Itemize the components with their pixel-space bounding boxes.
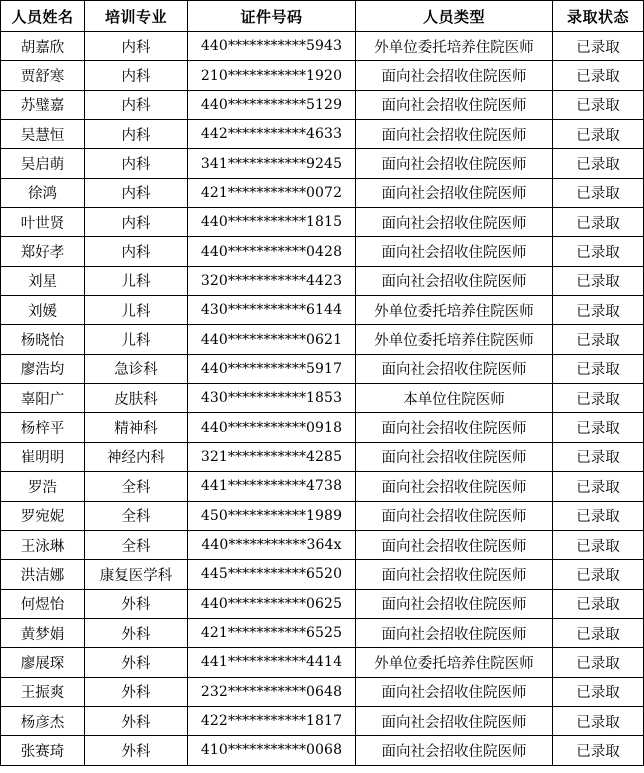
cell-admission-status: 已录取 (553, 90, 644, 119)
cell-major: 内科 (85, 208, 188, 237)
cell-name: 叶世贤 (1, 208, 85, 237)
cell-admission-status: 已录取 (553, 296, 644, 325)
cell-major: 外科 (85, 677, 188, 706)
cell-name: 廖浩均 (1, 354, 85, 383)
cell-major: 儿科 (85, 325, 188, 354)
cell-id-number: 441***********4414 (188, 648, 356, 677)
cell-personnel-type: 面向社会招收住院医师 (356, 472, 553, 501)
cell-major: 康复医学科 (85, 560, 188, 589)
cell-major: 外科 (85, 648, 188, 677)
table-row (1, 501, 644, 530)
cell-major: 内科 (85, 32, 188, 61)
table-row (1, 325, 644, 354)
cell-personnel-type: 面向社会招收住院医师 (356, 530, 553, 559)
table-row (1, 530, 644, 559)
header-id-number: 证件号码 (188, 1, 356, 32)
cell-major: 精神科 (85, 413, 188, 442)
cell-name: 王泳琳 (1, 530, 85, 559)
table-row (1, 442, 644, 471)
header-admission-status: 录取状态 (553, 1, 644, 32)
table-body (1, 32, 644, 766)
cell-major: 内科 (85, 149, 188, 178)
cell-major: 急诊科 (85, 354, 188, 383)
cell-personnel-type: 外单位委托培养住院医师 (356, 648, 553, 677)
cell-id-number: 445***********6520 (188, 560, 356, 589)
cell-personnel-type: 面向社会招收住院医师 (356, 706, 553, 735)
cell-personnel-type: 面向社会招收住院医师 (356, 208, 553, 237)
cell-personnel-type: 面向社会招收住院医师 (356, 354, 553, 383)
cell-id-number: 440***********0428 (188, 237, 356, 266)
cell-id-number: 440***********0625 (188, 589, 356, 618)
cell-personnel-type: 面向社会招收住院医师 (356, 178, 553, 207)
cell-personnel-type: 外单位委托培养住院医师 (356, 32, 553, 61)
cell-name: 张赛琦 (1, 736, 85, 765)
cell-personnel-type: 面向社会招收住院医师 (356, 90, 553, 119)
table-row (1, 120, 644, 149)
cell-personnel-type: 面向社会招收住院医师 (356, 120, 553, 149)
cell-admission-status: 已录取 (553, 530, 644, 559)
cell-major: 儿科 (85, 296, 188, 325)
cell-id-number: 440***********0621 (188, 325, 356, 354)
cell-id-number: 440***********5943 (188, 32, 356, 61)
cell-major: 全科 (85, 530, 188, 559)
table-header-row (1, 1, 644, 32)
cell-admission-status: 已录取 (553, 736, 644, 765)
cell-admission-status: 已录取 (553, 384, 644, 413)
cell-admission-status: 已录取 (553, 706, 644, 735)
cell-name: 杨晓怡 (1, 325, 85, 354)
table-row (1, 178, 644, 207)
cell-id-number: 441***********4738 (188, 472, 356, 501)
cell-personnel-type: 面向社会招收住院医师 (356, 501, 553, 530)
cell-admission-status: 已录取 (553, 208, 644, 237)
cell-personnel-type: 面向社会招收住院医师 (356, 413, 553, 442)
cell-name: 王振爽 (1, 677, 85, 706)
cell-id-number: 341***********9245 (188, 149, 356, 178)
table-row (1, 706, 644, 735)
cell-admission-status: 已录取 (553, 472, 644, 501)
cell-name: 刘星 (1, 266, 85, 295)
cell-personnel-type: 面向社会招收住院医师 (356, 618, 553, 647)
cell-admission-status: 已录取 (553, 501, 644, 530)
cell-major: 外科 (85, 618, 188, 647)
table-row (1, 61, 644, 90)
cell-admission-status: 已录取 (553, 149, 644, 178)
cell-major: 儿科 (85, 266, 188, 295)
cell-admission-status: 已录取 (553, 120, 644, 149)
table-row (1, 90, 644, 119)
cell-id-number: 440***********5917 (188, 354, 356, 383)
cell-name: 吴慧恒 (1, 120, 85, 149)
cell-id-number: 421***********6525 (188, 618, 356, 647)
cell-major: 全科 (85, 472, 188, 501)
table-row (1, 237, 644, 266)
cell-personnel-type: 本单位住院医师 (356, 384, 553, 413)
cell-major: 内科 (85, 237, 188, 266)
table-row (1, 413, 644, 442)
cell-id-number: 320***********4423 (188, 266, 356, 295)
cell-name: 辜阳广 (1, 384, 85, 413)
cell-id-number: 421***********0072 (188, 178, 356, 207)
cell-personnel-type: 面向社会招收住院医师 (356, 61, 553, 90)
header-personnel-type: 人员类型 (356, 1, 553, 32)
cell-admission-status: 已录取 (553, 325, 644, 354)
cell-major: 全科 (85, 501, 188, 530)
cell-admission-status: 已录取 (553, 589, 644, 618)
cell-personnel-type: 面向社会招收住院医师 (356, 149, 553, 178)
table-row (1, 32, 644, 61)
cell-major: 内科 (85, 120, 188, 149)
cell-admission-status: 已录取 (553, 354, 644, 383)
table-row (1, 354, 644, 383)
cell-name: 黄梦娟 (1, 618, 85, 647)
table-row (1, 736, 644, 765)
cell-personnel-type: 面向社会招收住院医师 (356, 736, 553, 765)
table-row (1, 384, 644, 413)
cell-personnel-type: 外单位委托培养住院医师 (356, 325, 553, 354)
table-row (1, 472, 644, 501)
cell-name: 郑好孝 (1, 237, 85, 266)
cell-major: 内科 (85, 90, 188, 119)
cell-name: 刘媛 (1, 296, 85, 325)
cell-id-number: 440***********5129 (188, 90, 356, 119)
cell-admission-status: 已录取 (553, 560, 644, 589)
cell-id-number: 440***********364x (188, 530, 356, 559)
cell-admission-status: 已录取 (553, 178, 644, 207)
cell-personnel-type: 面向社会招收住院医师 (356, 237, 553, 266)
table-row (1, 208, 644, 237)
cell-personnel-type: 面向社会招收住院医师 (356, 677, 553, 706)
cell-admission-status: 已录取 (553, 61, 644, 90)
cell-major: 外科 (85, 736, 188, 765)
cell-name: 贾舒寒 (1, 61, 85, 90)
table-row (1, 589, 644, 618)
cell-id-number: 442***********4633 (188, 120, 356, 149)
table-row (1, 677, 644, 706)
cell-name: 罗浩 (1, 472, 85, 501)
cell-personnel-type: 外单位委托培养住院医师 (356, 296, 553, 325)
table-row (1, 296, 644, 325)
table-row (1, 266, 644, 295)
cell-name: 苏璧嘉 (1, 90, 85, 119)
header-major: 培训专业 (85, 1, 188, 32)
table-row (1, 648, 644, 677)
cell-id-number: 450***********1989 (188, 501, 356, 530)
cell-name: 杨梓平 (1, 413, 85, 442)
cell-admission-status: 已录取 (553, 32, 644, 61)
cell-major: 外科 (85, 589, 188, 618)
cell-id-number: 430***********1853 (188, 384, 356, 413)
cell-personnel-type: 面向社会招收住院医师 (356, 560, 553, 589)
cell-id-number: 321***********4285 (188, 442, 356, 471)
cell-admission-status: 已录取 (553, 648, 644, 677)
cell-personnel-type: 面向社会招收住院医师 (356, 442, 553, 471)
table-row (1, 618, 644, 647)
cell-major: 神经内科 (85, 442, 188, 471)
cell-id-number: 430***********6144 (188, 296, 356, 325)
cell-id-number: 422***********1817 (188, 706, 356, 735)
cell-name: 罗宛妮 (1, 501, 85, 530)
cell-id-number: 440***********1815 (188, 208, 356, 237)
cell-admission-status: 已录取 (553, 677, 644, 706)
cell-name: 崔明明 (1, 442, 85, 471)
cell-major: 皮肤科 (85, 384, 188, 413)
cell-name: 洪洁娜 (1, 560, 85, 589)
cell-major: 外科 (85, 706, 188, 735)
cell-id-number: 232***********0648 (188, 677, 356, 706)
cell-name: 胡嘉欣 (1, 32, 85, 61)
cell-name: 廖展琛 (1, 648, 85, 677)
cell-personnel-type: 面向社会招收住院医师 (356, 589, 553, 618)
cell-name: 徐鸿 (1, 178, 85, 207)
cell-major: 内科 (85, 61, 188, 90)
cell-name: 杨彦杰 (1, 706, 85, 735)
cell-admission-status: 已录取 (553, 413, 644, 442)
cell-personnel-type: 面向社会招收住院医师 (356, 266, 553, 295)
cell-id-number: 210***********1920 (188, 61, 356, 90)
cell-id-number: 440***********0918 (188, 413, 356, 442)
cell-admission-status: 已录取 (553, 618, 644, 647)
cell-admission-status: 已录取 (553, 266, 644, 295)
header-name: 人员姓名 (1, 1, 85, 32)
table-row (1, 149, 644, 178)
cell-major: 内科 (85, 178, 188, 207)
cell-name: 吴启萌 (1, 149, 85, 178)
cell-id-number: 410***********0068 (188, 736, 356, 765)
cell-name: 何煜怡 (1, 589, 85, 618)
table-row (1, 560, 644, 589)
cell-admission-status: 已录取 (553, 442, 644, 471)
cell-admission-status: 已录取 (553, 237, 644, 266)
